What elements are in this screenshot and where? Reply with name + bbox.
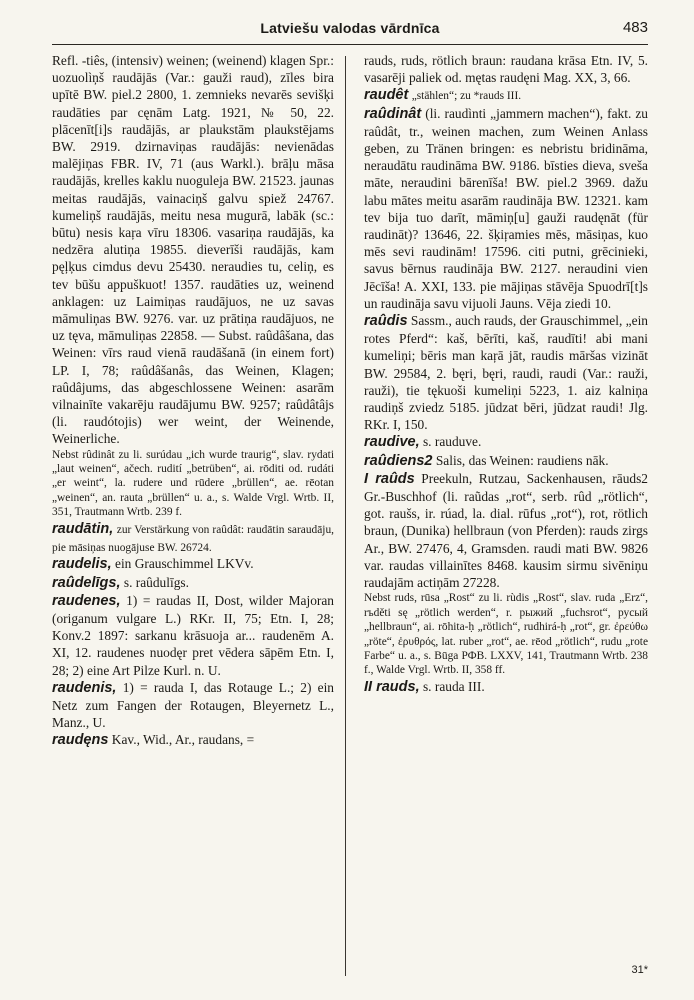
headword: raudenis, bbox=[52, 679, 117, 696]
entry-text: „stählen“; zu *rauds III. bbox=[411, 90, 522, 103]
headword: raûdiens2 bbox=[364, 452, 433, 469]
entry-text: 1) = raudas II, Dost, wilder Majoran (origanum vulgare L.) RKr. II, 75; Etn. I, 28; Konv.2 1897: sarkanu krāsuoja ar... raudenēm A. XI, 12. raudenes nuodęr pret vēdera sāpēm Etn. I, 28; 2) eine Art Pilze Kurl. n. U. bbox=[52, 592, 334, 678]
dictionary-entry bbox=[52, 520, 334, 556]
dictionary-entry bbox=[364, 470, 648, 591]
headword: raudêt bbox=[364, 87, 409, 104]
etymology-note: Nebst ruds, rūsa „Rost“ zu li. rùdis „Rost“, slav. ruda „Erz“, rъděti sę „rötlich werden“, r. рыжий „fuchsrot“, русый „hellbraun“, ai. rōhita-ḥ „rötlich“, rudhirá-ḥ „rot“, gr. ἐρεύθω „röte“, ἐρυθρός, lat. ruber „rot“, ae. rēod „rötlich“, rudu „rote Farbe“ u. a., s. Būga РФВ. LXXV, 141, Trautmann Wrtb. 238 f., Walde Vrgl. Wrtb. II, 358 ff. bbox=[364, 592, 648, 677]
dictionary-entry bbox=[52, 574, 334, 592]
headword: raûdis bbox=[364, 313, 408, 330]
page-number: 483 bbox=[622, 19, 648, 36]
entry-text: 1) = rauda I, das Rotauge L.; 2) ein Netz zum Fangen der Rotaugen, Bleyernetz L., Manz., U. bbox=[52, 679, 334, 731]
etymology-note: Nebst rûdinât zu li. surúdau „ich wurde traurig“, slav. rydati „laut weinen“, ačech. rudití „betrüben“, ai. rōditi od. rudáti „er weint“, la. rudere und rūdere „brüllen“, ae. rēotan „weinen“, an. rauta „brüllen“ u. a., s. Walde Vrgl. Wrtb. II, 351, Trautmann Wrtb. 239 f. bbox=[52, 448, 334, 519]
dictionary-entry bbox=[364, 105, 648, 312]
page-header bbox=[52, 18, 648, 45]
entry-text: Preekuln, Rutzau, Sackenhausen, rāuds2 Gr.-Buschhof (li. raũdas „rot“, serb. rûd „rötlich“, got. raušs, ir. rúad, la. dial. rūfus „rot“), rot, rötlich braun, (Dunika) hellbraun (von Pferden): rauds zirgs Ar., BW. 27476, 4, Gramsden. raudi mati BW. 9826 var. raudas villainītes 8468. kausim sirmu sivēniņu raudajām actiņām 27228. bbox=[364, 470, 649, 591]
right-column bbox=[364, 52, 648, 696]
headword: II rauds, bbox=[364, 678, 420, 695]
left-column bbox=[52, 52, 334, 750]
dictionary-entry bbox=[52, 592, 334, 679]
dictionary-entry bbox=[364, 86, 648, 104]
headword: raudive, bbox=[364, 434, 420, 451]
dictionary-entry bbox=[364, 452, 648, 470]
entry-text: Salis, das Weinen: raudiens nāk. bbox=[435, 452, 609, 468]
headword: raudęns bbox=[52, 732, 109, 749]
entry-text: s. rauda III. bbox=[422, 678, 485, 694]
dictionary-entry bbox=[364, 678, 648, 696]
entry-text: s. rauduve. bbox=[422, 434, 482, 450]
dictionary-entry bbox=[364, 312, 648, 433]
headword: raudelis, bbox=[52, 556, 112, 573]
entry-text: Kav., Wid., Ar., raudans, = bbox=[111, 732, 255, 748]
entry-text: ein Grauschimmel LKVv. bbox=[115, 556, 254, 572]
entry-text: (li. raudìnti „jammern machen“), fakt. zu raûdât, tr., weinen machen, zum Weinen Anlass geben, zu Tränen bringen: es nebristu bridināma, neraudātu raudināma BW. 9186. bīsties dieva, sveša māte, neraudini bārenīša! BW. piel.2 3969. dažu labu mātes meitu asarām raudināja BW. 12321. kam tev bija tuo darīt, māmiņ[u] gauži raudęnāt (für raudināt)? 13646, 22. šķiŗamies mēs, māsiņas, kuo mēs sevi raudinām! 17596. citi putni, grēcinieki, savus bērnus raudināja BW. 2127. neraudini vien Jēcīša! A. XXI, 133. pie mājiņas stāvēja Spuodrī[t]s un raudināja savu vijuoli Jauns. Vēja ziedi 10. bbox=[364, 105, 648, 311]
column-divider bbox=[345, 56, 346, 976]
entry-text: Refl. -tiês, (intensiv) weinen; (weinend) klagen Spr.: uozuolìņš raudājās (Var.: gauži raud), zīles bira upītē BW. piel.2 2800, 1. zemnieks nevarēs sevišķi raudāties par cęnām Latg. 1921, № 50, 22. plācenīt[i]s raudājās, ar plaukstām plaukstējams BW. 2919. dzirnaviņas raudājās: nevienādas malējiņas FBR. IV, 71 (aus Warkl.). brāļu māsa raudājās, krelles kaklu nuoguleja BW. 21523. jaunas meitas raudājās, vainaciņš galvu spiež 24767. kumeliņš raudājās, meitu nesa mugurā, labāk (sc.: būtu) nesis kaŗa vīru 18306. vasariņa raudājās, ka nedzēra alutiņa 19855. dieverīši raudājās, kam pęļķus cimdus devu 25430. neraudies tu, celiņ, es tev būšu appuškuot! 1357. raudāties uz, weinend anklagen: uz Laimiņas raudājuos, ne uz savas māmuliņas BW. 9276. var. uz prātiņa raudājuos, ne uz tęva, māmuliņas 22858. — Subst. raûdâšana, das Weinen: vīrs raud vienā raudāšanā (in einem fort) LP. I, 78; raûdâšanâs, das Weinen, Klagen; raûdâjums, das abgeschlossene Weinen: asarām vilnainīte vakarēju raudājumu BW. 9257; raûdâtâjs (li. raudótojis) wer weint, der Weinende, Weinerliche. bbox=[52, 53, 334, 447]
entry-text: s. raûdulīgs. bbox=[123, 574, 189, 590]
entry-text: zur Verstärkung von raûdât: raudātin saraudāju, pie māsiņas nuogājuse BW. 26724. bbox=[52, 523, 334, 554]
headword: raûdinât bbox=[364, 105, 422, 122]
running-title: Latviešu valodas vārdnīca bbox=[260, 20, 440, 36]
signature-mark: 31* bbox=[631, 964, 648, 976]
entry-text: Sassm., auch rauds, der Grauschimmel, „ein rotes Pferd“: kaš, bērīti, kaš, raudīti! abi mani kumeliņi; bēris man kaŗā jāt, raudis māršas vizināt BW. 29584, 2. bęri, bęri, raudi, raudi (Var.: rauži, rauži), tie tękuoši kumeliņi 5223, 1. aiz kalniņa raudiņš zviedz 5185. jūdzat bēri, jūdzat raudi! Jlg. RKr. I, 150. bbox=[364, 313, 648, 433]
dictionary-entry bbox=[52, 555, 334, 573]
dictionary-entry bbox=[52, 679, 334, 732]
headword: raûdelīgs, bbox=[52, 574, 121, 591]
headword: raudenes, bbox=[52, 592, 121, 609]
headword: I raûds bbox=[364, 470, 415, 487]
dictionary-entry bbox=[52, 731, 334, 749]
headword: raudātin, bbox=[52, 520, 114, 537]
dictionary-entry bbox=[364, 433, 648, 451]
entry-text: rauds, ruds, rötlich braun: raudana krāsa Etn. IV, 5. vasarēji paliek od. mętas raudęni Mag. XX, 3, 66. bbox=[364, 53, 648, 86]
